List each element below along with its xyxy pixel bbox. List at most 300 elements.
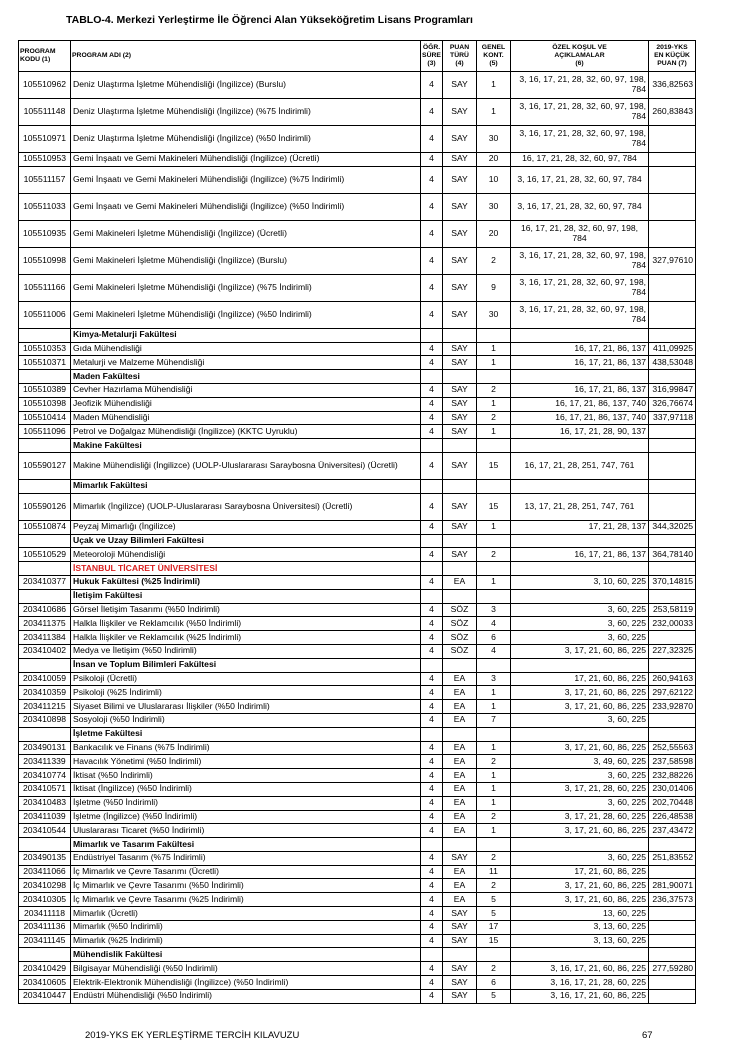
section-empty-cell: [477, 479, 511, 493]
section-code-cell: [19, 589, 71, 603]
min-score-cell: [649, 865, 696, 879]
section-empty-cell: [511, 589, 649, 603]
duration-cell: 4: [421, 166, 443, 193]
table-row: [19, 713, 696, 727]
score-type-cell: SAY: [443, 425, 477, 439]
program-name-cell: Bilgisayar Mühendisliği (%50 İndirimli): [71, 962, 421, 976]
conditions-cell: [511, 603, 649, 617]
quota-cell: 1: [477, 741, 511, 755]
program-code-cell: 105511148: [19, 99, 71, 126]
quota-cell: 2: [477, 962, 511, 976]
quota-cell: 30: [477, 193, 511, 220]
min-score-cell: [649, 425, 696, 439]
table-row: [19, 631, 696, 645]
min-score-cell: 232,00033: [649, 617, 696, 631]
program-code-cell: 105510371: [19, 356, 71, 370]
faculty-heading: İletişim Fakültesi: [71, 589, 421, 603]
duration-cell: 4: [421, 989, 443, 1003]
program-code-cell: 203490135: [19, 851, 71, 865]
quota-cell: 1: [477, 700, 511, 714]
min-score-cell: 438,53048: [649, 356, 696, 370]
section-empty-cell: [477, 838, 511, 852]
conditions-line: 16, 17, 21, 86, 137: [574, 384, 646, 395]
section-empty-cell: [649, 589, 696, 603]
section-empty-cell: [443, 439, 477, 453]
conditions-cell: [511, 411, 649, 425]
section-empty-cell: [443, 727, 477, 741]
conditions-cell: [511, 383, 649, 397]
section-code-cell: [19, 727, 71, 741]
program-code-cell: 105510414: [19, 411, 71, 425]
conditions-line: 3, 60, 225: [607, 714, 646, 725]
program-code-cell: 203410686: [19, 603, 71, 617]
program-code-cell: 105590127: [19, 452, 71, 479]
program-name-cell: Gemi Makineleri İşletme Mühendisliği (İngilizce) (%50 İndirimli): [71, 301, 421, 328]
table-row: [19, 672, 696, 686]
program-name-cell: Deniz Ulaştırma İşletme Mühendisliği (İngilizce) (Burslu): [71, 72, 421, 99]
score-type-cell: EA: [443, 810, 477, 824]
score-type-cell: SAY: [443, 383, 477, 397]
program-name-cell: Makine Mühendisliği (İngilizce) (UOLP-Uluslararası Saraybosna Üniversitesi) (Ücretli): [71, 452, 421, 479]
conditions-cell: [511, 520, 649, 534]
conditions-line: 3, 13, 60, 225: [593, 921, 646, 932]
score-type-cell: EA: [443, 741, 477, 755]
score-type-cell: SAY: [443, 411, 477, 425]
duration-cell: 4: [421, 425, 443, 439]
min-score-cell: [649, 166, 696, 193]
table-row: [19, 976, 696, 990]
min-score-cell: 327,97610: [649, 247, 696, 274]
faculty-section-row: [19, 534, 696, 548]
min-score-cell: [649, 153, 696, 167]
section-empty-cell: [421, 589, 443, 603]
section-empty-cell: [443, 328, 477, 342]
score-type-cell: SÖZ: [443, 644, 477, 658]
conditions-cell: [511, 631, 649, 645]
faculty-section-row: [19, 589, 696, 603]
quota-cell: 20: [477, 220, 511, 247]
duration-cell: 4: [421, 741, 443, 755]
program-name-cell: Deniz Ulaştırma İşletme Mühendisliği (İngilizce) (%50 İndirimli): [71, 126, 421, 153]
section-empty-cell: [477, 658, 511, 672]
quota-cell: 1: [477, 796, 511, 810]
faculty-section-row: [19, 727, 696, 741]
quota-cell: 9: [477, 274, 511, 301]
conditions-cell: [511, 342, 649, 356]
program-name-cell: İşletme (%50 İndirimli): [71, 796, 421, 810]
section-empty-cell: [649, 328, 696, 342]
conditions-cell: [511, 741, 649, 755]
score-type-cell: EA: [443, 865, 477, 879]
table-row: [19, 603, 696, 617]
table-row: [19, 644, 696, 658]
section-empty-cell: [511, 838, 649, 852]
score-type-cell: EA: [443, 796, 477, 810]
section-empty-cell: [421, 479, 443, 493]
program-name-cell: Halkla İlişkiler ve Reklamcılık (%25 İndirimli): [71, 631, 421, 645]
program-name-cell: Endüstriyel Tasarım (%75 İndirimli): [71, 851, 421, 865]
score-type-cell: EA: [443, 700, 477, 714]
duration-cell: 4: [421, 686, 443, 700]
quota-cell: 15: [477, 934, 511, 948]
min-score-cell: 370,14815: [649, 575, 696, 589]
conditions-line: 3, 16, 17, 21, 60, 86, 225: [550, 962, 646, 973]
section-empty-cell: [511, 727, 649, 741]
section-empty-cell: [511, 658, 649, 672]
program-name-cell: Meteoroloji Mühendisliği: [71, 548, 421, 562]
table-row: [19, 907, 696, 921]
conditions-line: 16, 17, 21, 28, 90, 137: [559, 425, 646, 436]
conditions-line: 16, 17, 21, 86, 137: [574, 356, 646, 367]
program-code-cell: 203411375: [19, 617, 71, 631]
section-code-cell: [19, 328, 71, 342]
min-score-cell: 233,92870: [649, 700, 696, 714]
conditions-line: 16, 17, 21, 86, 137: [574, 548, 646, 559]
faculty-heading: İnsan ve Toplum Bilimleri Fakültesi: [71, 658, 421, 672]
section-empty-cell: [477, 727, 511, 741]
program-code-cell: 203411145: [19, 934, 71, 948]
min-score-cell: [649, 920, 696, 934]
section-empty-cell: [511, 562, 649, 576]
section-empty-cell: [649, 370, 696, 384]
table-row: [19, 865, 696, 879]
program-name-cell: Gemi Makineleri İşletme Mühendisliği (İngilizce) (%75 İndirimli): [71, 274, 421, 301]
score-type-cell: SÖZ: [443, 603, 477, 617]
conditions-line: 784: [631, 286, 646, 297]
table-row: [19, 411, 696, 425]
quota-cell: 1: [477, 575, 511, 589]
conditions-cell: [511, 851, 649, 865]
conditions-line: 3, 16, 17, 21, 28, 32, 60, 97, 198,: [519, 74, 646, 85]
quota-cell: 6: [477, 976, 511, 990]
section-empty-cell: [511, 328, 649, 342]
program-code-cell: 203411066: [19, 865, 71, 879]
conditions-line: 3, 16, 17, 21, 28, 32, 60, 97, 784: [517, 173, 642, 184]
faculty-section-row: [19, 328, 696, 342]
quota-cell: 2: [477, 383, 511, 397]
conditions-cell: [511, 796, 649, 810]
duration-cell: 4: [421, 879, 443, 893]
min-score-cell: 277,59280: [649, 962, 696, 976]
conditions-line: 3, 16, 17, 21, 28, 32, 60, 97, 198,: [519, 249, 646, 260]
table-row: [19, 153, 696, 167]
quota-cell: 1: [477, 397, 511, 411]
quota-cell: 5: [477, 907, 511, 921]
conditions-line: 3, 17, 21, 60, 86, 225: [564, 893, 646, 904]
quota-cell: 1: [477, 99, 511, 126]
min-score-cell: [649, 452, 696, 479]
conditions-cell: [511, 220, 649, 247]
program-name-cell: Görsel İletişim Tasarımı (%50 İndirimli): [71, 603, 421, 617]
program-code-cell: 203411039: [19, 810, 71, 824]
program-name-cell: Jeofizik Mühendisliği: [71, 397, 421, 411]
program-name-cell: İşletme (İngilizce) (%50 İndirimli): [71, 810, 421, 824]
min-score-cell: 326,76674: [649, 397, 696, 411]
quota-cell: 1: [477, 425, 511, 439]
section-empty-cell: [511, 479, 649, 493]
program-code-cell: 203410429: [19, 962, 71, 976]
section-empty-cell: [511, 370, 649, 384]
score-type-cell: EA: [443, 769, 477, 783]
conditions-cell: [511, 879, 649, 893]
program-code-cell: 105510971: [19, 126, 71, 153]
table-row: [19, 934, 696, 948]
score-type-cell: SÖZ: [443, 631, 477, 645]
min-score-cell: [649, 126, 696, 153]
score-type-cell: EA: [443, 686, 477, 700]
conditions-cell: [511, 713, 649, 727]
program-code-cell: 203410402: [19, 644, 71, 658]
program-code-cell: 105511096: [19, 425, 71, 439]
faculty-heading: Mühendislik Fakültesi: [71, 948, 421, 962]
quota-cell: 15: [477, 493, 511, 520]
score-type-cell: SAY: [443, 193, 477, 220]
conditions-line: 16, 17, 21, 28, 32, 60, 97, 784: [522, 153, 637, 164]
program-code-cell: 203410571: [19, 782, 71, 796]
program-code-cell: 203411118: [19, 907, 71, 921]
min-score-cell: 297,62122: [649, 686, 696, 700]
duration-cell: 4: [421, 851, 443, 865]
header-conditions: ÖZEL KOŞUL VE AÇIKLAMALAR (6): [511, 41, 649, 72]
conditions-cell: [511, 425, 649, 439]
table-row: [19, 741, 696, 755]
conditions-line: 3, 60, 225: [607, 769, 646, 780]
table-row: [19, 796, 696, 810]
min-score-cell: [649, 907, 696, 921]
quota-cell: 17: [477, 920, 511, 934]
duration-cell: 4: [421, 301, 443, 328]
conditions-cell: [511, 575, 649, 589]
program-code-cell: 105510998: [19, 247, 71, 274]
duration-cell: 4: [421, 644, 443, 658]
score-type-cell: SAY: [443, 548, 477, 562]
min-score-cell: 281,90071: [649, 879, 696, 893]
quota-cell: 30: [477, 126, 511, 153]
quota-cell: 2: [477, 548, 511, 562]
min-score-cell: 411,09925: [649, 342, 696, 356]
conditions-cell: [511, 893, 649, 907]
quota-cell: 5: [477, 989, 511, 1003]
table-row: [19, 72, 696, 99]
program-name-cell: Petrol ve Doğalgaz Mühendisliği (İngilizce) (KKTC Uyruklu): [71, 425, 421, 439]
table-row: [19, 520, 696, 534]
table-row: [19, 755, 696, 769]
score-type-cell: SAY: [443, 493, 477, 520]
score-type-cell: SAY: [443, 934, 477, 948]
table-row: [19, 769, 696, 783]
score-type-cell: SAY: [443, 356, 477, 370]
program-code-cell: 203410447: [19, 989, 71, 1003]
score-type-cell: SAY: [443, 976, 477, 990]
min-score-cell: [649, 220, 696, 247]
conditions-line: 784: [631, 313, 646, 324]
table-row: [19, 824, 696, 838]
program-name-cell: Havacılık Yönetimi (%50 İndirimli): [71, 755, 421, 769]
program-code-cell: 105511006: [19, 301, 71, 328]
min-score-cell: [649, 713, 696, 727]
min-score-cell: [649, 989, 696, 1003]
faculty-heading: İşletme Fakültesi: [71, 727, 421, 741]
program-code-cell: 105590126: [19, 493, 71, 520]
conditions-line: 3, 16, 17, 21, 28, 60, 225: [550, 976, 646, 987]
program-code-cell: 105510353: [19, 342, 71, 356]
section-empty-cell: [443, 479, 477, 493]
program-name-cell: Cevher Hazırlama Mühendisliği: [71, 383, 421, 397]
conditions-line: 13, 60, 225: [602, 907, 646, 918]
section-empty-cell: [649, 658, 696, 672]
section-empty-cell: [649, 439, 696, 453]
quota-cell: 1: [477, 824, 511, 838]
conditions-line: 16, 17, 21, 28, 251, 747, 761: [524, 460, 635, 471]
section-empty-cell: [421, 658, 443, 672]
duration-cell: 4: [421, 397, 443, 411]
score-type-cell: EA: [443, 575, 477, 589]
score-type-cell: SAY: [443, 342, 477, 356]
score-type-cell: SAY: [443, 920, 477, 934]
duration-cell: 4: [421, 617, 443, 631]
section-empty-cell: [477, 439, 511, 453]
program-code-cell: 105511157: [19, 166, 71, 193]
table-row: [19, 989, 696, 1003]
duration-cell: 4: [421, 962, 443, 976]
quota-cell: 1: [477, 356, 511, 370]
program-code-cell: 203490131: [19, 741, 71, 755]
quota-cell: 4: [477, 644, 511, 658]
duration-cell: 4: [421, 247, 443, 274]
section-empty-cell: [477, 328, 511, 342]
header-program-name: PROGRAM ADI (2): [71, 41, 421, 72]
quota-cell: 7: [477, 713, 511, 727]
conditions-cell: [511, 989, 649, 1003]
conditions-cell: [511, 617, 649, 631]
quota-cell: 2: [477, 851, 511, 865]
program-code-cell: 105510953: [19, 153, 71, 167]
table-row: [19, 99, 696, 126]
conditions-cell: [511, 99, 649, 126]
conditions-line: 3, 60, 225: [607, 617, 646, 628]
duration-cell: 4: [421, 713, 443, 727]
section-empty-cell: [477, 948, 511, 962]
conditions-cell: [511, 672, 649, 686]
program-code-cell: 203410605: [19, 976, 71, 990]
conditions-line: 3, 17, 21, 60, 86, 225: [564, 741, 646, 752]
conditions-line: 3, 17, 21, 60, 86, 225: [564, 879, 646, 890]
conditions-cell: [511, 397, 649, 411]
program-name-cell: Gemi İnşaatı ve Gemi Makineleri Mühendisliği (İngilizce) (%75 İndirimli): [71, 166, 421, 193]
table-row: [19, 617, 696, 631]
section-code-cell: [19, 439, 71, 453]
min-score-cell: 202,70448: [649, 796, 696, 810]
duration-cell: 4: [421, 99, 443, 126]
header-quota: GENEL KONT. (5): [477, 41, 511, 72]
conditions-line: 3, 17, 21, 60, 86, 225: [564, 700, 646, 711]
conditions-line: 17, 21, 60, 86, 225: [574, 866, 646, 877]
faculty-heading: Mimarlık ve Tasarım Fakültesi: [71, 838, 421, 852]
conditions-line: 3, 16, 17, 21, 28, 32, 60, 97, 784: [517, 200, 642, 211]
program-name-cell: Mimarlık (%50 İndirimli): [71, 920, 421, 934]
score-type-cell: EA: [443, 893, 477, 907]
conditions-line: 3, 60, 225: [607, 852, 646, 863]
quota-cell: 2: [477, 247, 511, 274]
footer-guide-title: 2019-YKS EK YERLEŞTİRME TERCİH KILAVUZU: [85, 1030, 300, 1041]
program-code-cell: 203410898: [19, 713, 71, 727]
conditions-line: 784: [631, 84, 646, 94]
score-type-cell: EA: [443, 713, 477, 727]
faculty-section-row: [19, 948, 696, 962]
faculty-heading: Makine Fakültesi: [71, 439, 421, 453]
score-type-cell: SAY: [443, 220, 477, 247]
conditions-line: 3, 16, 17, 21, 60, 86, 225: [550, 990, 646, 1001]
section-empty-cell: [443, 838, 477, 852]
quota-cell: 1: [477, 342, 511, 356]
section-empty-cell: [443, 658, 477, 672]
conditions-cell: [511, 782, 649, 796]
program-code-cell: 203410359: [19, 686, 71, 700]
faculty-section-row: [19, 439, 696, 453]
quota-cell: 5: [477, 893, 511, 907]
program-code-cell: 105510935: [19, 220, 71, 247]
conditions-line: 3, 13, 60, 225: [593, 935, 646, 946]
program-name-cell: Gemi Makineleri İşletme Mühendisliği (İngilizce) (Burslu): [71, 247, 421, 274]
conditions-cell: [511, 493, 649, 520]
quota-cell: 2: [477, 755, 511, 769]
faculty-heading: Maden Fakültesi: [71, 370, 421, 384]
faculty-heading: Uçak ve Uzay Bilimleri Fakültesi: [71, 534, 421, 548]
section-empty-cell: [511, 948, 649, 962]
quota-cell: 1: [477, 520, 511, 534]
duration-cell: 4: [421, 493, 443, 520]
table-row: [19, 193, 696, 220]
conditions-line: 3, 60, 225: [607, 631, 646, 642]
table-body: [19, 72, 696, 1004]
quota-cell: 3: [477, 603, 511, 617]
duration-cell: 4: [421, 575, 443, 589]
conditions-cell: [511, 824, 649, 838]
conditions-line: 17, 21, 28, 137: [588, 521, 646, 532]
section-empty-cell: [421, 439, 443, 453]
page-number: 67: [642, 1030, 653, 1041]
conditions-cell: [511, 274, 649, 301]
min-score-cell: 251,83552: [649, 851, 696, 865]
min-score-cell: 364,78140: [649, 548, 696, 562]
program-name-cell: Hukuk Fakültesi (%25 İndirimli): [71, 575, 421, 589]
university-heading: İSTANBUL TİCARET ÜNİVERSİTESİ: [71, 562, 421, 576]
program-name-cell: Elektrik-Elektronik Mühendisliği (İngilizce) (%50 İndirimli): [71, 976, 421, 990]
table-row: [19, 575, 696, 589]
table-row: [19, 700, 696, 714]
table-row: [19, 893, 696, 907]
conditions-line: 3, 17, 21, 28, 60, 225: [564, 810, 646, 821]
duration-cell: 4: [421, 755, 443, 769]
table-row: [19, 686, 696, 700]
program-name-cell: Gemi Makineleri İşletme Mühendisliği (İngilizce) (Ücretli): [71, 220, 421, 247]
table-row: [19, 879, 696, 893]
score-type-cell: SAY: [443, 301, 477, 328]
program-code-cell: 105510398: [19, 397, 71, 411]
section-empty-cell: [649, 479, 696, 493]
conditions-cell: [511, 976, 649, 990]
conditions-cell: [511, 548, 649, 562]
conditions-line: 3, 16, 17, 21, 28, 32, 60, 97, 198,: [519, 101, 646, 112]
program-code-cell: 203410059: [19, 672, 71, 686]
section-empty-cell: [421, 370, 443, 384]
duration-cell: 4: [421, 603, 443, 617]
program-name-cell: Metalurji ve Malzeme Mühendisliği: [71, 356, 421, 370]
program-code-cell: 203411384: [19, 631, 71, 645]
faculty-section-row: [19, 370, 696, 384]
score-type-cell: SAY: [443, 72, 477, 99]
section-empty-cell: [443, 534, 477, 548]
